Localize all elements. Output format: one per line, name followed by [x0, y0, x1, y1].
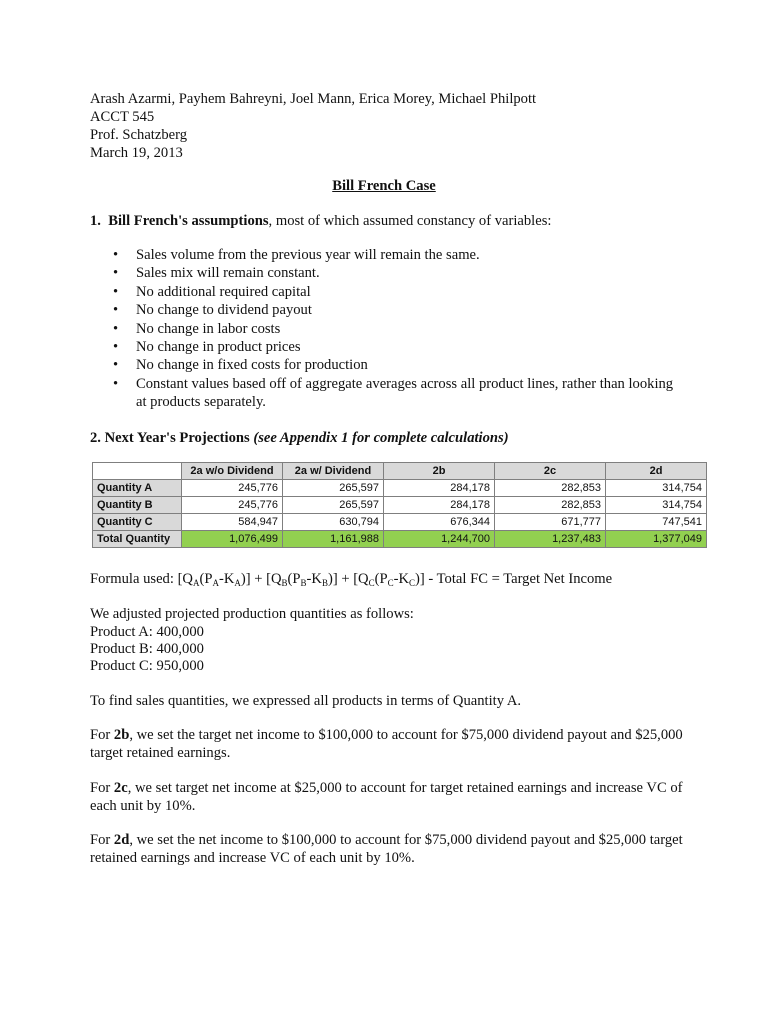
column-header: 2d: [606, 463, 707, 480]
table-total-row: [93, 531, 707, 548]
formula-text: (P: [374, 571, 388, 587]
list-item: • Constant values based off of aggregate averages across all product lines, rather than looking at products separately.: [113, 375, 674, 411]
formula-prefix: Formula used:: [90, 571, 178, 587]
formula-subscript: C: [387, 578, 394, 588]
column-header: 2a w/o Dividend: [182, 463, 283, 480]
table-cell: 265,597: [283, 497, 384, 514]
list-item: • No additional required capital: [113, 283, 311, 300]
bullet-icon: •: [113, 375, 119, 392]
formula: [90, 570, 612, 588]
date: March 19, 2013: [90, 145, 183, 161]
bullet-icon: •: [113, 247, 119, 263]
table-cell: 584,947: [182, 514, 283, 531]
table-cell: 284,178: [384, 480, 495, 497]
bullet-icon: •: [113, 302, 119, 319]
formula-text: (P: [287, 571, 301, 587]
total-cell: 1,377,049: [606, 531, 707, 548]
formula-subscript: C: [368, 578, 375, 588]
column-header: 2c: [495, 463, 606, 480]
row-label: Quantity A: [93, 480, 182, 497]
table-row: [93, 497, 707, 514]
note-2c: For 2c, we set target net income at $25,000 to account for target retained earnings and increase VC of each unit by 10%.: [90, 780, 683, 814]
formula-text: (P: [199, 571, 213, 587]
formula-subscript: A: [234, 578, 241, 588]
row-label: Quantity B: [93, 497, 182, 514]
formula-subscript: B: [300, 578, 307, 588]
document-title: Bill French Case: [332, 178, 436, 194]
formula-text: )] + [Q: [240, 571, 282, 587]
professor: Prof. Schatzberg: [90, 127, 187, 143]
formula-subscript: B: [281, 578, 288, 588]
section2-heading-italic: (see Appendix 1 for complete calculations): [253, 430, 509, 446]
sales-note: To find sales quantities, we expressed all products in terms of Quantity A.: [90, 693, 522, 709]
formula-text: )] - Total FC = Target Net Income: [415, 571, 613, 587]
table-cell: 265,597: [283, 480, 384, 497]
table-cell: 282,853: [495, 497, 606, 514]
table-cell: 282,853: [495, 480, 606, 497]
formula-text: -K: [393, 571, 410, 587]
adjusted-intro: We adjusted projected production quantities as follows:: [90, 606, 414, 622]
list-item: • No change to dividend payout: [113, 302, 312, 319]
column-header: 2b: [384, 463, 495, 480]
section1-heading: [90, 212, 551, 230]
note-2b: For 2b, we set the target net income to $100,000 to account for $75,000 dividend payout and $25,000 target retained earnings.: [90, 727, 683, 761]
total-cell: 1,076,499: [182, 531, 283, 548]
table-cell: 630,794: [283, 514, 384, 531]
list-item: • Sales mix will remain constant.: [113, 265, 320, 282]
table-cell: 747,541: [606, 514, 707, 531]
table-row: [93, 480, 707, 497]
projections-table: [92, 462, 707, 548]
section1-heading-bold: Bill French's assumptions: [108, 213, 269, 229]
adjusted-product-a: Product A: 400,000: [90, 624, 204, 640]
table-cell: 314,754: [606, 480, 707, 497]
adjusted-product-b: Product B: 400,000: [90, 641, 204, 657]
table-corner-cell: [93, 463, 182, 480]
formula-subscript: C: [409, 578, 416, 588]
total-cell: 1,244,700: [384, 531, 495, 548]
note-2d: For 2d, we set the net income to $100,000 to account for $75,000 dividend payout and $25,000 target retained earnings and increase VC of each unit by 10%.: [90, 832, 683, 866]
adjusted-product-c: Product C: 950,000: [90, 658, 204, 674]
table-cell: 676,344: [384, 514, 495, 531]
formula-subscript: B: [321, 578, 328, 588]
table-row: [93, 514, 707, 531]
list-item: • Sales volume from the previous year will remain the same.: [113, 247, 480, 263]
formula-text: -K: [306, 571, 322, 587]
bullet-icon: •: [113, 357, 119, 374]
table-cell: 284,178: [384, 497, 495, 514]
list-item: • No change in labor costs: [113, 320, 281, 337]
bullet-icon: •: [113, 283, 119, 300]
table-cell: 314,754: [606, 497, 707, 514]
section2-heading: [90, 429, 509, 447]
table-cell: 245,776: [182, 480, 283, 497]
row-label: Quantity C: [93, 514, 182, 531]
formula-expression: [178, 571, 613, 587]
bullet-icon: •: [113, 265, 119, 282]
bullet-icon: •: [113, 339, 119, 356]
table-cell: 671,777: [495, 514, 606, 531]
table-cell: 245,776: [182, 497, 283, 514]
total-cell: 1,237,483: [495, 531, 606, 548]
authors: Arash Azarmi, Payhem Bahreyni, Joel Mann, Erica Morey, Michael Philpott: [90, 91, 537, 107]
list-item: • No change in fixed costs for production: [113, 357, 368, 374]
formula-text: [Q: [177, 571, 193, 587]
formula-text: )] + [Q: [327, 571, 369, 587]
formula-subscript: A: [212, 578, 219, 588]
formula-subscript: A: [192, 578, 200, 588]
row-label: Total Quantity: [93, 531, 182, 548]
bullet-icon: •: [113, 320, 119, 337]
section1-number: 1.: [90, 213, 101, 229]
assumptions-list: [110, 246, 676, 412]
total-cell: 1,161,988: [283, 531, 384, 548]
column-header: 2a w/ Dividend: [283, 463, 384, 480]
table-header-row: [93, 463, 707, 480]
section1-heading-rest: , most of which assumed constancy of variables:: [268, 213, 552, 229]
section2-heading-bold: 2. Next Year's Projections: [90, 430, 254, 446]
course: ACCT 545: [90, 109, 155, 125]
formula-text: -K: [218, 571, 235, 587]
list-item: • No change in product prices: [113, 339, 301, 356]
